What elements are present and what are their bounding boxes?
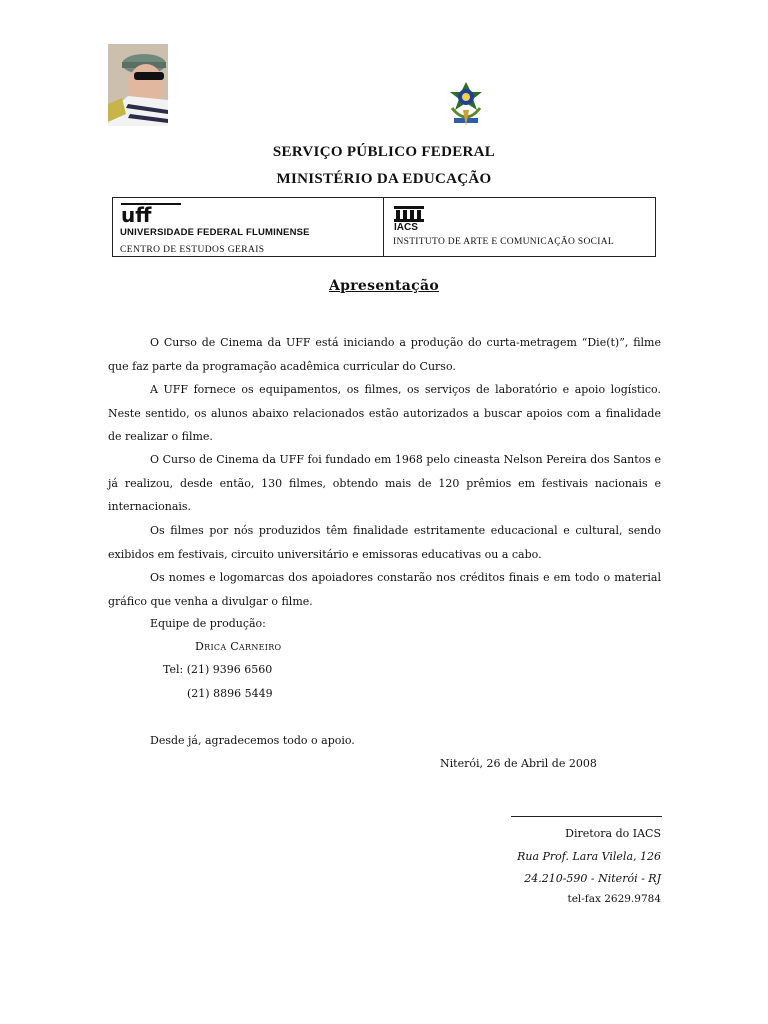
place-date: Niterói, 26 de Abril de 2008 bbox=[440, 757, 597, 770]
team-phone-2: (21) 8896 5449 bbox=[187, 687, 273, 700]
address-line-2: 24.210-590 - Niterói - RJ bbox=[524, 872, 661, 885]
institution-divider bbox=[383, 198, 384, 256]
header-line-ministry: MINISTÉRIO DA EDUCAÇÃO bbox=[276, 171, 492, 187]
paragraph-5: Os nomes e logomarcas dos apoiadores constarão nos créditos finais e em todo o material gráfico que venha a divulgar o filme. bbox=[108, 571, 661, 608]
institution-box bbox=[112, 197, 656, 257]
paragraph-2: A UFF fornece os equipamentos, os filmes, os serviços de laboratório e apoio logístico. Neste sentido, os alunos abaixo relacionados estão autorizados a buscar apoios com a finalidade de realizar o filme. bbox=[108, 383, 661, 443]
iacs-abbreviation: IACS bbox=[394, 222, 418, 233]
iacs-building-icon bbox=[394, 206, 426, 222]
header-line-service: SERVIÇO PÚBLICO FEDERAL bbox=[272, 144, 496, 160]
coat-of-arms-icon bbox=[446, 80, 486, 128]
iacs-name: INSTITUTO DE ARTE E COMUNICAÇÃO SOCIAL bbox=[393, 237, 614, 247]
address-line-1: Rua Prof. Lara Vilela, 126 bbox=[517, 850, 661, 863]
uff-logo bbox=[121, 202, 181, 224]
uff-logo-icon bbox=[121, 202, 181, 224]
team-phone-1: Tel: (21) 9396 6560 bbox=[163, 663, 273, 676]
iacs-logo bbox=[394, 206, 426, 222]
paragraph-4: Os filmes por nós produzidos têm finalidade estritamente educacional e cultural, sendo exibidos em festivais, circuito universitário e emissoras educativas ou a cabo. bbox=[108, 524, 661, 561]
phone-fax: tel-fax 2629.9784 bbox=[567, 893, 661, 905]
national-coat-of-arms bbox=[446, 80, 486, 128]
uff-logo-text: uff bbox=[121, 203, 152, 224]
team-label: Equipe de produção: bbox=[150, 617, 266, 630]
uff-name: UNIVERSIDADE FEDERAL FLUMINENSE bbox=[120, 227, 310, 238]
document-title: Apresentação bbox=[329, 278, 439, 294]
portrait-image bbox=[108, 44, 168, 126]
uff-center-name: CENTRO DE ESTUDOS GERAIS bbox=[120, 245, 265, 255]
closing-line: Desde já, agradecemos todo o apoio. bbox=[150, 734, 355, 747]
paragraph-1: O Curso de Cinema da UFF está iniciando a produção do curta-metragem “Die(t)”, filme que faz parte da programação acadêmica curricular do Curso. bbox=[108, 336, 661, 373]
paragraph-3: O Curso de Cinema da UFF foi fundado em 1968 pelo cineasta Nelson Pereira dos Santos e já realizou, desde então, 130 filmes, obtendo mais de 120 prêmios em festivais nacionais e internacionais. bbox=[108, 453, 661, 513]
team-member-name: Drica Carneiro bbox=[195, 640, 282, 653]
portrait-photo bbox=[108, 44, 168, 126]
signature-line bbox=[511, 816, 662, 817]
signer-role: Diretora do IACS bbox=[565, 827, 661, 840]
